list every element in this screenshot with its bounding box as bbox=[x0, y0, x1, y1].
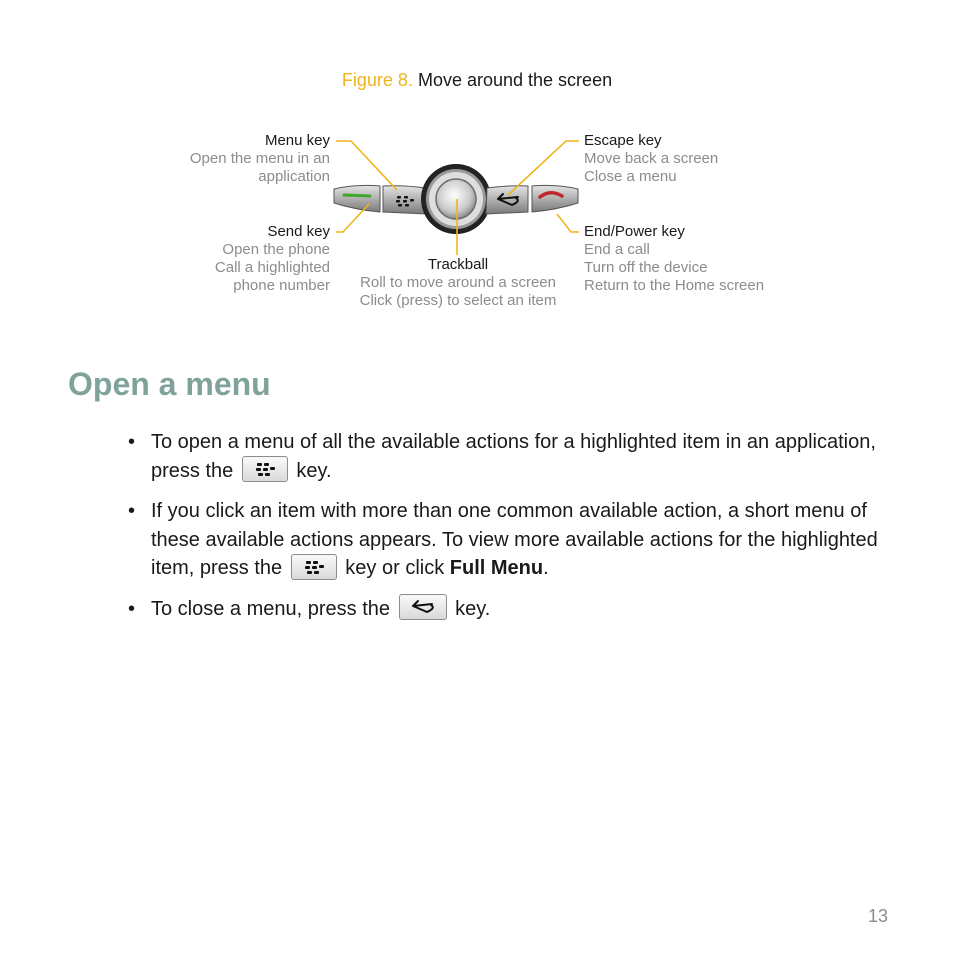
end-power-key-desc-line: Return to the Home screen bbox=[584, 277, 765, 294]
trackball bbox=[421, 164, 491, 234]
bullet-text: If you click an item with more than one common available action, a short menu of these available actions appears. To view more available actions for the highlighted item, press the bbox=[151, 500, 878, 579]
bullet-mark: • bbox=[128, 597, 136, 620]
list-item bbox=[128, 595, 894, 624]
menu-key-desc-line: application bbox=[258, 168, 330, 185]
send-key bbox=[334, 185, 380, 212]
escape-key-desc-line: Move back a screen bbox=[584, 150, 719, 167]
menu-key-icon bbox=[291, 554, 337, 580]
escape-key-callout bbox=[584, 132, 718, 186]
send-key-desc-line: Open the phone bbox=[222, 241, 330, 258]
phone-green-icon bbox=[344, 195, 370, 196]
bullet-text: key or click bbox=[345, 557, 445, 579]
escape-key-desc-line: Close a menu bbox=[584, 168, 677, 185]
bullet-mark: • bbox=[128, 500, 136, 522]
section-heading: Open a menu bbox=[68, 366, 271, 402]
end-power-key bbox=[532, 185, 578, 212]
figure-number: Figure 8. bbox=[341, 70, 413, 90]
escape-key-icon bbox=[399, 594, 447, 620]
page-number: 13 bbox=[867, 906, 888, 926]
trackball-title: Trackball bbox=[427, 256, 489, 273]
bullet-text: To close a menu, press the bbox=[151, 597, 391, 620]
escape-key-title: Escape key bbox=[584, 132, 662, 149]
end-power-key-desc-line: Turn off the device bbox=[584, 259, 708, 276]
end-power-key-desc-line: End a call bbox=[584, 241, 650, 258]
send-key-title: Send key bbox=[267, 223, 330, 240]
instruction-list bbox=[128, 428, 894, 635]
menu-key-title: Menu key bbox=[264, 132, 330, 149]
bullet-mark: • bbox=[128, 431, 136, 453]
send-key-desc-line: Call a highlighted bbox=[214, 259, 330, 276]
menu-key-callout bbox=[190, 132, 330, 186]
send-key-desc-line: phone number bbox=[233, 277, 330, 294]
trackball-desc-line: Click (press) to select an item bbox=[359, 292, 557, 309]
menu-key-desc-line: Open the menu in an bbox=[189, 150, 330, 167]
menu-key-icon bbox=[242, 456, 288, 482]
trackball-callout bbox=[328, 256, 588, 310]
figure-title: Move around the screen bbox=[417, 70, 613, 90]
menu-key bbox=[383, 186, 427, 214]
end-power-key-callout bbox=[584, 223, 764, 295]
full-menu-label: Full Menu bbox=[449, 557, 544, 579]
list-item bbox=[128, 497, 894, 583]
trackball-desc-line: Roll to move around a screen bbox=[360, 274, 556, 291]
list-item bbox=[128, 428, 894, 485]
send-key-callout bbox=[215, 223, 330, 295]
bullet-text: To open a menu of all the available actions for a highlighted item in an application, press the bbox=[151, 431, 876, 482]
end-power-key-title: End/Power key bbox=[584, 223, 685, 240]
bullet-text: . bbox=[543, 557, 549, 579]
bullet-text: key. bbox=[455, 597, 491, 620]
escape-key bbox=[486, 186, 528, 214]
bullet-text: key. bbox=[296, 459, 332, 482]
